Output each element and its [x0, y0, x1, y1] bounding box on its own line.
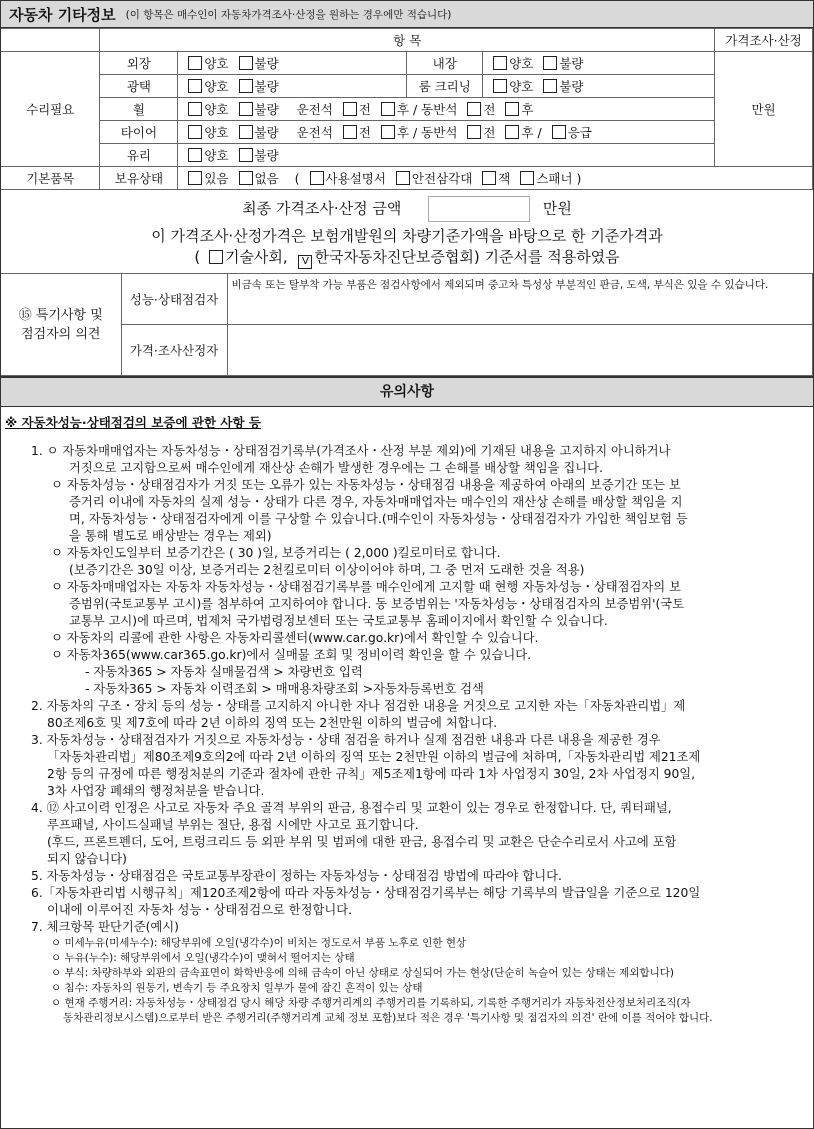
- room-clean-bad-checkbox[interactable]: [543, 79, 557, 93]
- row-label-glass: 유리: [100, 144, 178, 167]
- col-item-header: 항 목: [100, 29, 715, 52]
- room-clean-good-checkbox[interactable]: [493, 79, 507, 93]
- row-label-interior: 내장: [407, 52, 483, 75]
- wheel-passenger-front-checkbox[interactable]: [467, 102, 481, 116]
- wheel-driver-rear-checkbox[interactable]: [381, 102, 395, 116]
- manual-checkbox[interactable]: [310, 171, 324, 185]
- criteria-item: ㅇ 현재 주행거리: 자동차성능・상태점검 당시 해당 차량 주행거리계의 주행거리를 기록하되, 기록한 주행거리가 자동차전산정보처리조직(자: [51, 997, 691, 1009]
- gloss-good-checkbox[interactable]: [188, 79, 202, 93]
- exterior-bad-checkbox[interactable]: [239, 56, 253, 70]
- tire-emergency-checkbox[interactable]: [552, 125, 566, 139]
- note-line: 증거리 이내에 자동차의 실제 성능・상태가 다른 경우, 자동차매매업자는 매수인의 재산상 손해를 배상할 책임을 지: [69, 495, 683, 509]
- row-label-room-clean: 룸 크리닝: [407, 75, 483, 98]
- criteria-item: ㅇ 미세누유(미세누수): 해당부위에 오일(냉각수)이 비치는 정도로서 부품 노후로 인한 현상: [51, 937, 467, 949]
- standard-line-1: 이 가격조사·산정가격은 보험개발원의 차량기준가액을 바탕으로 한 기준가격과: [151, 227, 663, 245]
- note-line: 1. ㅇ 자동차매매업자는 자동차성능・상태점검기록부(가격조사・산정 부분 제외)에 기재된 내용을 고지하지 아니하거나: [31, 444, 671, 458]
- price-unit-cell: 만원: [715, 52, 813, 167]
- note-line: 2. 자동차의 구조・장치 등의 성능・상태를 고지하지 아니한 자나 점검한 내용을 거짓으로 고지한 자는「자동차관리법」제: [31, 699, 686, 713]
- note-line: 이내에 이루어진 자동차 성능・상태점검으로 한정합니다.: [47, 903, 353, 917]
- interior-options: 양호 불량: [483, 52, 715, 75]
- wheel-bad-checkbox[interactable]: [239, 102, 253, 116]
- note-line: 을 통해 별도로 배상받는 경우는 제외): [69, 529, 272, 543]
- special-notes-label: ⑮ 특기사항 및 점검자의 의견: [1, 274, 121, 376]
- spanner-checkbox[interactable]: [520, 171, 534, 185]
- perf-inspector-opinion: 비금속 또는 탈부착 가능 부품은 점검사항에서 제외되며 중고차 특성상 부분적인 판금, 도색, 부식은 있을 수 있습니다.: [227, 274, 813, 325]
- price-assessor-label: 가격·조사산정자: [121, 325, 227, 376]
- glass-good-checkbox[interactable]: [188, 148, 202, 162]
- note-line: 2항 등의 규정에 따른 행정처분의 기준과 절차에 관한 규칙」제5조제1항에 따라 1차 사업정지 30일, 2차 사업정지 90일,: [47, 767, 696, 781]
- repair-needed-label: 수리필요: [1, 52, 100, 167]
- section-title: 자동차 기타정보: [9, 5, 116, 24]
- notice-body: [1, 435, 813, 1026]
- gloss-bad-checkbox[interactable]: [239, 79, 253, 93]
- row-label-exterior: 외장: [100, 52, 178, 75]
- final-amount-label: 최종 가격조사·산정 금액: [242, 199, 402, 218]
- basic-items-label: 기본품목: [1, 167, 100, 190]
- gloss-options: 양호 불량: [178, 75, 407, 98]
- tire-options: 양호 불량 운전석 전 후 / 동반석 전 후 / 응급: [178, 121, 715, 144]
- note-line: 3. 자동차성능・상태점검자가 거짓으로 자동차성능・상태 점검을 하거나 실제 점검한 내용과 다른 내용을 제공한 경우: [31, 733, 661, 747]
- note-line: 5. 자동차성능・상태점검은 국토교통부장관이 정하는 자동차성능・상태점검 방법에 따라야 합니다.: [31, 869, 562, 883]
- repair-table: [1, 28, 813, 190]
- final-amount-input[interactable]: [428, 196, 530, 222]
- section-header: [1, 1, 813, 28]
- note-line: 증범위(국토교통부 고시)를 첨부하여 고지하여야 합니다. 동 보증범위는 '자동차성능・상태점검자의 보증범위'(국토: [69, 597, 685, 611]
- tire-driver-rear-checkbox[interactable]: [381, 125, 395, 139]
- perf-inspector-label: 성능·상태점검자: [121, 274, 227, 325]
- notice-subtitle: ※ 자동차성능·상태점검의 보증에 관한 사항 등: [5, 415, 262, 430]
- room-clean-options: 양호 불량: [483, 75, 715, 98]
- standard-statement: [1, 226, 813, 269]
- criteria-item: ㅇ 침수: 자동차의 원동기, 변속기 등 주요장치 일부가 물에 잠긴 흔적이 있는 상태: [51, 982, 423, 994]
- exterior-options: 양호 불량: [178, 52, 407, 75]
- row-label-tire: 타이어: [100, 121, 178, 144]
- wheel-driver-front-checkbox[interactable]: [343, 102, 357, 116]
- note-line: (보증기간은 30일 이상, 보증거리는 2천킬로미터 이상이어야 하며, 그 중 먼저 도래한 것을 적용): [69, 563, 585, 577]
- row-label-gloss: 광택: [100, 75, 178, 98]
- wheel-options: 양호 불량 운전석 전 후 / 동반석 전 후: [178, 98, 715, 121]
- note-line: 80조제6호 및 제7호에 따라 2년 이하의 징역 또는 2천만원 이하의 벌금에 처합니다.: [47, 716, 498, 730]
- tire-bad-checkbox[interactable]: [239, 125, 253, 139]
- note-line: 거짓으로 고지함으로써 매수인에게 재산상 손해가 발생한 경우에는 그 손해를 배상할 책임을 집니다.: [69, 461, 603, 475]
- tire-passenger-rear-checkbox[interactable]: [505, 125, 519, 139]
- possession-yes-checkbox[interactable]: [188, 171, 202, 185]
- row-label-wheel: 휠: [100, 98, 178, 121]
- possession-options: 있음 없음 ( 사용설명서 안전삼각대 잭 스패너 ): [178, 167, 813, 190]
- note-line: 되지 않습니다): [47, 852, 127, 866]
- possession-label: 보유상태: [100, 167, 178, 190]
- glass-bad-checkbox[interactable]: [239, 148, 253, 162]
- note-line: 「자동차관리법」제80조제9호의2에 따라 2년 이하의 징역 또는 2천만원 이하의 벌금에 처하며,「자동차관리법 제21조제: [47, 750, 701, 764]
- interior-bad-checkbox[interactable]: [543, 56, 557, 70]
- note-line: 3차 사업장 폐쇄의 행정처분을 받습니다.: [47, 784, 265, 798]
- notice-title: 유의사항: [1, 376, 813, 407]
- possession-no-checkbox[interactable]: [239, 171, 253, 185]
- criteria-item: ㅇ 부식: 차량하부와 외판의 금속표면이 화학반응에 의해 금속이 아닌 상태로 상실되어 가는 현상(단순히 녹슬어 있는 상태는 제외합니다): [51, 967, 674, 979]
- criteria-list: [31, 936, 801, 1026]
- standard-line-2: ( 기술사회, V 한국자동차진단보증협회) 기준서를 적용하였음: [194, 248, 620, 267]
- note-line: 7. 체크항목 판단기준(예시): [31, 920, 179, 934]
- col-price-header: 가격조사·산정: [715, 29, 813, 52]
- note-line: 교통부 고시)에 따르며, 법제처 국가법령정보센터 또는 국토교통부 홈페이지에서 확인할 수 있습니다.: [69, 614, 608, 628]
- exterior-good-checkbox[interactable]: [188, 56, 202, 70]
- criteria-item: ㅇ 누유(누수): 해당부위에서 오일(냉각수)이 맺혀서 떨어지는 상태: [51, 952, 355, 964]
- tire-driver-front-checkbox[interactable]: [343, 125, 357, 139]
- note-line: ㅇ 자동차성능・상태점검자가 거짓 또는 오류가 있는 자동차성능・상태점검 내용을 제공하여 아래의 보증기간 또는 보: [51, 478, 681, 492]
- note-line: ㅇ 자동차인도일부터 보증기간은 ( 30 )일, 보증거리는 ( 2,000 )킬로미터로 합니다.: [51, 546, 501, 560]
- price-assessor-opinion[interactable]: [227, 325, 813, 376]
- note-line: ㅇ 자동차365(www.car365.go.kr)에서 실매물 조회 및 정비이력 확인을 할 수 있습니다.: [51, 648, 532, 662]
- glass-options: 양호 불량: [178, 144, 715, 167]
- note-line: ㅇ 자동차의 리콜에 관한 사항은 자동차리콜센터(www.car.go.kr)에서 확인할 수 있습니다.: [51, 631, 539, 645]
- kaa-checkbox[interactable]: V: [298, 255, 312, 269]
- tech-society-checkbox[interactable]: [209, 250, 223, 264]
- final-amount-unit: 만원: [542, 199, 572, 218]
- tire-passenger-front-checkbox[interactable]: [467, 125, 481, 139]
- interior-good-checkbox[interactable]: [493, 56, 507, 70]
- final-amount-row: [1, 190, 813, 226]
- criteria-item: 동차관리정보시스템)으로부터 받은 주행거리(주행거리계 교체 정보 포함)보다 적은 경우 '특기사항 및 점검자의 의견' 란에 이를 적어야 합니다.: [63, 1012, 713, 1024]
- note-line: 4. ⑫ 사고이력 인정은 사고로 자동차 주요 골격 부위의 판금, 용접수리 및 교환이 있는 경우로 한정합니다. 단, 쿼터패널,: [31, 801, 672, 815]
- note-line: - 자동차365 > 자동차 실매물검색 > 차량번호 입력: [85, 665, 363, 679]
- wheel-good-checkbox[interactable]: [188, 102, 202, 116]
- special-notes-table: [1, 273, 813, 376]
- note-line: ㅇ 자동차매매업자는 자동차 자동차성능・상태점검기록부를 매수인에게 고지할 때 현행 자동차성능・상태점검자의 보: [51, 580, 681, 594]
- note-line: - 자동차365 > 자동차 이력조회 > 매매용차량조회 >자동차등록번호 검색: [85, 682, 484, 696]
- note-line: 6.「자동차관리법 시행규칙」제120조제2항에 따라 자동차성능・상태점검기록부는 해당 기록부의 발급일을 기준으로 120일: [31, 886, 701, 900]
- jack-checkbox[interactable]: [482, 171, 496, 185]
- note-line: (후드, 프론트펜더, 도어, 트렁크리드 등 외판 부위 및 범퍼에 대한 판금, 용접수리 및 교환은 단순수리로서 사고에 포함: [47, 835, 677, 849]
- section-subtitle: (이 항목은 매수인이 자동차가격조사·산정을 원하는 경우에만 적습니다): [125, 8, 452, 21]
- note-line: 루프패널, 사이드실패널 부위는 절단, 용접 시에만 사고로 표기합니다.: [47, 818, 419, 832]
- note-line: 며, 자동차성능・상태점검자에게 이를 구상할 수 있습니다.(매수인이 자동차성능・상태점검자가 가입한 책임보험 등: [69, 512, 688, 526]
- triangle-checkbox[interactable]: [396, 171, 410, 185]
- wheel-passenger-rear-checkbox[interactable]: [505, 102, 519, 116]
- tire-good-checkbox[interactable]: [188, 125, 202, 139]
